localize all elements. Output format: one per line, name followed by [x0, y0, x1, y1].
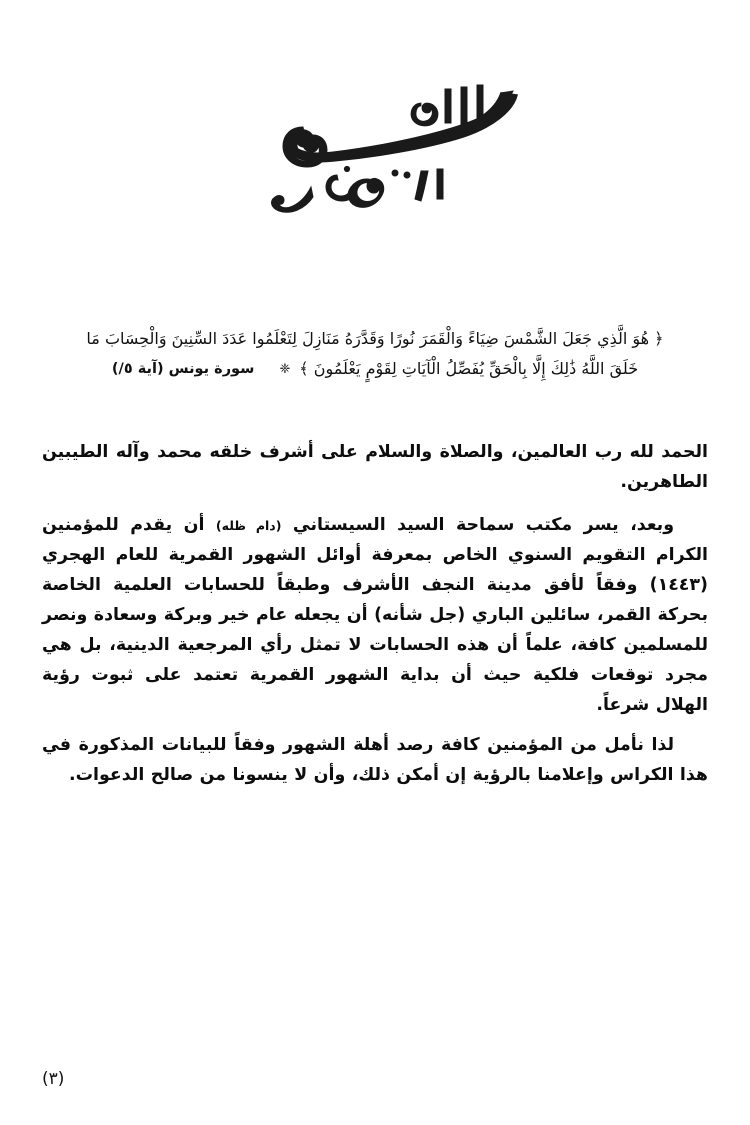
- announcement-text-before: وبعد، يسر مكتب سماحة السيد السيستاني: [281, 514, 675, 535]
- basmala-calligraphy-icon: [225, 77, 525, 217]
- paragraph-announcement: [42, 511, 708, 721]
- verse-line-2: خَلَقَ اللَّهُ ذَٰلِكَ إِلَّا بِالْحَقِّ يُفَصِّلُ الْآيَاتِ لِقَوْمٍ يَعْلَمُونَ ﴾: [299, 359, 639, 379]
- body-text: [42, 438, 708, 797]
- paragraph-hamdalah: الحمد لله رب العالمين، والصلاة والسلام على أشرف خلقه محمد وآله الطيبين الطاهرين.: [42, 442, 708, 492]
- honorific-dama-zilluh: (دام ظله): [215, 517, 282, 533]
- basmala-header: [0, 72, 750, 222]
- verse-line-1: ﴿ هُوَ الَّذِي جَعَلَ الشَّمْسَ ضِيَاءً وَالْقَمَرَ نُورًا وَقَدَّرَهُ مَنَازِلَ لِتَعْلَمُوا عَدَدَ السِّنِينَ وَالْحِسَابَ مَا: [86, 329, 664, 348]
- paragraph-request: لذا نأمل من المؤمنين كافة رصد أهلة الشهور وفقاً للبيانات المذكورة في هذا الكراس وإعلامنا بالرؤية إن أمكن ذلك، وأن لا ينسونا من صالح الدعوات.: [42, 735, 708, 786]
- quran-verse: [38, 324, 712, 385]
- page-number: (٣): [42, 1069, 65, 1089]
- announcement-text-after: أن يقدم للمؤمنين الكرام التقويم السنوي الخاص بمعرفة أوائل الشهور القمرية للعام الهجري (١٤٤٣) وفقاً لأفق مدينة النجف الأشرف وطبقاً للحسابات العلمية الخاصة بحركة القمر، سائلين الباري (جل شأنه) أن يجعله عام خير وبركة وسعادة ونصر للمسلمين كافة، علماً أن هذه الحسابات لا تمثل رأي المرجعية الدينية، بل هي مجرد توقعات فلكية حيث أن بداية الشهور القمرية تعتمد على ثبوت رؤية الهلال شرعاً.: [42, 514, 708, 715]
- verse-source-citation: سورة يونس (آية ٥/): [111, 361, 255, 378]
- verse-line-2-row: [38, 354, 712, 384]
- flower-ornament-icon: ❈: [279, 361, 291, 377]
